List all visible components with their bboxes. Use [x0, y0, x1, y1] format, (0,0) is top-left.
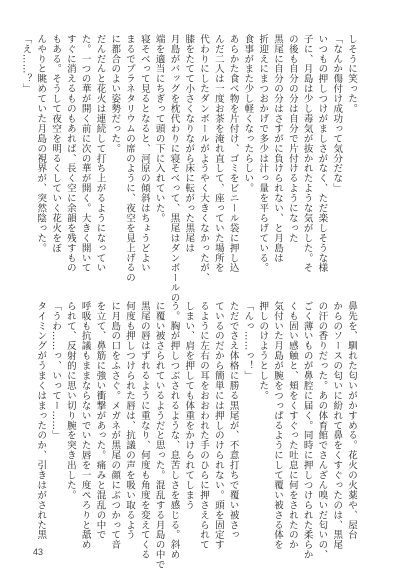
text-line: 「うわ……っ、いってー……」 — [50, 301, 62, 441]
text-line: タイミングがうまくはまったのか、引きはがされた黒 — [35, 301, 47, 540]
text-line: ただでさえ体格に勝る黒尾が、不意打ちで覆い被さっ — [227, 301, 239, 540]
text-line: からのソースの匂いに紛れて鼻をくすぐったのは、黒尾 — [331, 301, 343, 550]
text-line: まるでプラネタリウムの席のように、夜空を見上げるの — [124, 34, 136, 283]
text-line: くも固い感触と、頬をくすぐった吐息に何をされたのか — [286, 301, 298, 550]
text-line: 月島がバッグを枕代わりに寝そべって、黒尾はダンボールの — [168, 34, 180, 303]
text-line: 食事がまた少し軽くなったらしい。 — [242, 34, 254, 194]
text-line: に都合のよい姿勢だった。 — [109, 34, 121, 154]
text-line: う。胸が押しつぶされるような、息苦しさを感じる。斜め — [168, 301, 180, 560]
text-line: た。一つの華が開く前に次の華が開く。大きく開いて — [79, 34, 91, 273]
text-line: 寝そべって見るとなると、河原の傾斜はちょうどよい — [138, 34, 150, 273]
text-line: を立て、鼻筋に強い衝撃があった。痛みと混乱の中で — [94, 301, 106, 540]
page-number: 43 — [33, 547, 44, 557]
text-line: に月島の口をふさぐ。メガネが黒尾の顔にぶつかって音 — [109, 301, 121, 550]
text-line: 気付いた月島が腕をつっぱるようにして覆い被さる体を — [272, 301, 284, 550]
text-line: しそうに笑った。 — [346, 34, 357, 114]
text-line: ごく薄いものが鼻腔に届く。同時に押しつけられた柔らか — [301, 301, 313, 560]
text-line: だんだんと花火は連続して打ち上がるようになってい — [94, 34, 106, 273]
text-line: に覆い被さられているようだと思った。混乱する月島の中で — [153, 301, 165, 570]
text-line: 折迎えにまつおかげで多少は汁っ量を平らげている。 — [257, 34, 269, 273]
text-line: るように左右の耳をおおわれた手のひらに押さえられて — [198, 301, 210, 550]
text-line: あらかた食べ物を片付け、ゴミをビニール袋に押し込 — [227, 34, 239, 273]
text-line: 黒尾の唇はずれるように重なり、何度も角度を変えてくる — [138, 301, 150, 560]
text-line: 子に、月島は少し毒気が抜かれたような気がした。そ — [301, 34, 313, 273]
text-line: 代わりにしたダンボールがようやく大きくなかったが、 — [198, 34, 210, 283]
text-line: んやりと眺めていた月島の視界が、突然陰った。 — [35, 34, 47, 253]
text-line: 押しのけようとした。 — [257, 301, 269, 401]
text-line: んだ二人は一度お茶を淹れ直して、座っていた場所を — [212, 34, 224, 273]
text-line: 端を適当にちぎって頭の下に入れていた。 — [153, 34, 165, 224]
text-line: いつもの押しつけがましさがなく、ただ楽しそうな様 — [316, 34, 328, 273]
text-line: すぐに消えるものもあれば、長く空に余韻を残すもの — [64, 34, 76, 273]
text-line: 黒尾に自分の分はさすがに負けられない、と月島は — [272, 34, 284, 263]
text-line: られて、反射的に思い切り腕を突き出した。 — [64, 301, 76, 500]
text-line: 膝をたてて小さくなりながら床に転がった黒尾は — [183, 34, 195, 253]
text-line: の汗の香りだった。あの体育館でさんざん嗅いだ匂いの、 — [316, 301, 328, 560]
text-line: もある。そうして夜空を明るくしていく花火をぼ — [50, 34, 62, 253]
text-line: 何度も押しつけられた唇は、抗議の声を吸い取るよう — [124, 301, 136, 540]
text-line: 「なんか傷付け成功って気分だな」 — [331, 34, 343, 194]
text-line: の後も自分の分は自分で片付けるようになった — [286, 34, 298, 243]
text-line: 「え……？」 — [20, 34, 32, 94]
text-line: 「んっ……っ！」 — [242, 301, 254, 381]
text-line: しまい、肩を押しても体重をかけられてしまう — [183, 301, 195, 510]
text-line: 呼吸も抗議もままならないでいた唇を一度ぺろりと舐め — [79, 301, 91, 550]
top-text-block — [20, 34, 358, 303]
text-line: ているのだから簡単には押しのけられない。頭を固定す — [212, 301, 224, 550]
text-line: 鼻先を、馴れた匂いがかすめる。花火の火薬や、屋台 — [346, 301, 357, 540]
